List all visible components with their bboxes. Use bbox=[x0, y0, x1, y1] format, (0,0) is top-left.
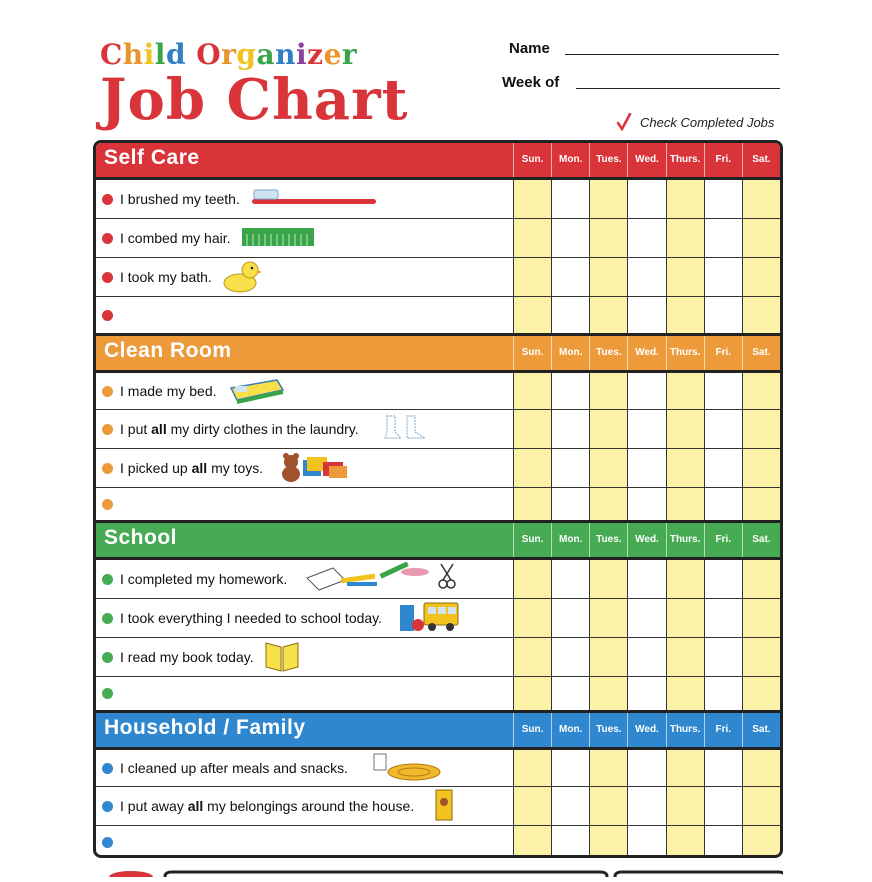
check-cell[interactable] bbox=[742, 599, 780, 637]
task-label: I made my bed. bbox=[120, 383, 217, 399]
task-row bbox=[96, 297, 780, 333]
day-mon: Mon. bbox=[551, 143, 589, 177]
task-row bbox=[96, 180, 780, 219]
check-cell[interactable] bbox=[589, 373, 627, 409]
check-cell[interactable] bbox=[666, 180, 704, 218]
check-cell[interactable] bbox=[551, 373, 589, 409]
check-cell[interactable] bbox=[704, 750, 742, 786]
bullet-dot bbox=[102, 424, 113, 435]
day-wed: Wed. bbox=[627, 523, 665, 557]
task-row bbox=[96, 560, 780, 599]
brand-letter: i bbox=[296, 38, 308, 71]
brand-letter: r bbox=[341, 38, 358, 71]
school-bus-icon bbox=[398, 601, 460, 636]
check-cell[interactable] bbox=[513, 677, 551, 710]
day-wed: Wed. bbox=[627, 143, 665, 177]
school-supplies-icon bbox=[303, 562, 459, 597]
day-thu: Thurs. bbox=[666, 336, 704, 370]
check-cell[interactable] bbox=[551, 488, 589, 520]
section-title: School bbox=[104, 526, 178, 549]
week-line bbox=[576, 88, 780, 89]
check-cell[interactable] bbox=[742, 560, 780, 598]
footer-strip bbox=[93, 864, 783, 872]
page-title: Job Chart bbox=[100, 67, 409, 133]
day-sat: Sat. bbox=[742, 143, 780, 177]
brand bbox=[100, 38, 409, 133]
brand-letter: O bbox=[196, 38, 222, 71]
check-cell[interactable] bbox=[589, 449, 627, 487]
bullet-dot bbox=[102, 386, 113, 397]
check-cell[interactable] bbox=[589, 826, 627, 858]
check-cell[interactable] bbox=[666, 599, 704, 637]
check-cell[interactable] bbox=[627, 297, 665, 333]
day-tue: Tues. bbox=[589, 143, 627, 177]
check-cell[interactable] bbox=[666, 750, 704, 786]
check-cell[interactable] bbox=[551, 410, 589, 448]
check-cell[interactable] bbox=[513, 560, 551, 598]
check-cell[interactable] bbox=[513, 787, 551, 825]
check-cell[interactable] bbox=[666, 449, 704, 487]
task-label-a: I put away bbox=[120, 798, 188, 814]
check-cell[interactable] bbox=[513, 258, 551, 296]
section-header-household bbox=[96, 713, 780, 750]
checkmark-icon bbox=[616, 113, 632, 131]
task-row bbox=[96, 599, 780, 638]
check-cell[interactable] bbox=[704, 787, 742, 825]
bullet-dot bbox=[102, 613, 113, 624]
brand-letter: h bbox=[122, 38, 144, 71]
day-sun: Sun. bbox=[513, 143, 551, 177]
check-cell[interactable] bbox=[666, 677, 704, 710]
check-cell[interactable] bbox=[551, 560, 589, 598]
day-sun: Sun. bbox=[513, 336, 551, 370]
check-cell[interactable] bbox=[627, 677, 665, 710]
task-row bbox=[96, 258, 780, 297]
check-legend bbox=[616, 113, 774, 131]
bullet-dot bbox=[102, 801, 113, 812]
task-label: I brushed my teeth. bbox=[120, 191, 240, 207]
bullet-dot bbox=[102, 310, 113, 321]
brand-letter: i bbox=[143, 38, 155, 71]
check-cell[interactable] bbox=[666, 410, 704, 448]
day-wed: Wed. bbox=[627, 713, 665, 747]
check-cell[interactable] bbox=[704, 638, 742, 676]
bed-icon bbox=[227, 376, 285, 407]
check-cell[interactable] bbox=[666, 560, 704, 598]
check-cell[interactable] bbox=[551, 826, 589, 858]
check-cell[interactable] bbox=[513, 826, 551, 858]
toothbrush-icon bbox=[250, 187, 378, 212]
check-cell[interactable] bbox=[589, 297, 627, 333]
check-cell[interactable] bbox=[589, 787, 627, 825]
check-cell[interactable] bbox=[551, 449, 589, 487]
bullet-dot bbox=[102, 233, 113, 244]
check-cell[interactable] bbox=[589, 258, 627, 296]
check-cell[interactable] bbox=[551, 297, 589, 333]
check-cell[interactable] bbox=[742, 750, 780, 786]
task-row bbox=[96, 826, 780, 858]
bullet-dot bbox=[102, 194, 113, 205]
check-legend-label: Check Completed Jobs bbox=[640, 114, 775, 130]
check-cell[interactable] bbox=[589, 599, 627, 637]
section-header-self-care bbox=[96, 143, 780, 180]
day-headers bbox=[513, 523, 780, 557]
check-cell[interactable] bbox=[627, 488, 665, 520]
task-label: I cleaned up after meals and snacks. bbox=[120, 760, 349, 776]
task-row bbox=[96, 677, 780, 710]
check-cell[interactable] bbox=[742, 410, 780, 448]
day-thu: Thurs. bbox=[666, 523, 704, 557]
check-cell[interactable] bbox=[704, 297, 742, 333]
check-cell[interactable] bbox=[589, 750, 627, 786]
check-cell[interactable] bbox=[551, 787, 589, 825]
check-cell[interactable] bbox=[513, 638, 551, 676]
task-row bbox=[96, 449, 780, 488]
check-cell[interactable] bbox=[704, 219, 742, 257]
check-cell[interactable] bbox=[513, 297, 551, 333]
check-cell[interactable] bbox=[589, 180, 627, 218]
day-tue: Tues. bbox=[589, 713, 627, 747]
check-cell[interactable] bbox=[627, 599, 665, 637]
check-cell[interactable] bbox=[627, 410, 665, 448]
task-emphasis: all bbox=[151, 421, 167, 437]
check-cell[interactable] bbox=[742, 258, 780, 296]
check-cell[interactable] bbox=[589, 219, 627, 257]
task-label: I took everything I needed to school today. bbox=[120, 610, 383, 626]
check-cell[interactable] bbox=[551, 638, 589, 676]
name-line bbox=[565, 54, 779, 55]
day-fri: Fri. bbox=[704, 336, 742, 370]
check-cell[interactable] bbox=[704, 410, 742, 448]
day-sat: Sat. bbox=[742, 713, 780, 747]
rubber-duck-icon bbox=[222, 259, 262, 296]
check-cell[interactable] bbox=[513, 410, 551, 448]
check-cell[interactable] bbox=[666, 488, 704, 520]
day-fri: Fri. bbox=[704, 523, 742, 557]
task-label: I read my book today. bbox=[120, 649, 254, 665]
task-row bbox=[96, 219, 780, 258]
task-label-a: I put bbox=[120, 421, 152, 437]
brand-letter: n bbox=[275, 38, 297, 71]
name-label: Name bbox=[509, 40, 550, 57]
task-row bbox=[96, 410, 780, 449]
check-cell[interactable] bbox=[513, 750, 551, 786]
check-cell[interactable] bbox=[742, 180, 780, 218]
check-cell[interactable] bbox=[704, 560, 742, 598]
task-emphasis: all bbox=[187, 798, 204, 814]
check-cell[interactable] bbox=[742, 787, 780, 825]
name-field[interactable] bbox=[509, 40, 550, 57]
check-cell[interactable] bbox=[666, 219, 704, 257]
footer-border-shapes bbox=[93, 869, 783, 877]
check-cell[interactable] bbox=[627, 750, 665, 786]
check-cell[interactable] bbox=[627, 449, 665, 487]
check-cell[interactable] bbox=[513, 449, 551, 487]
check-cell[interactable] bbox=[742, 373, 780, 409]
check-cell[interactable] bbox=[589, 677, 627, 710]
check-cell[interactable] bbox=[704, 488, 742, 520]
task-label-b: my dirty clothes in the laundry. bbox=[166, 421, 359, 437]
plate-and-cup-icon bbox=[370, 752, 442, 785]
day-mon: Mon. bbox=[551, 713, 589, 747]
section-title: Self Care bbox=[104, 146, 200, 169]
bullet-dot bbox=[102, 763, 113, 774]
task-label: I completed my homework. bbox=[120, 571, 288, 587]
job-chart bbox=[93, 140, 783, 858]
day-tue: Tues. bbox=[589, 523, 627, 557]
day-tue: Tues. bbox=[589, 336, 627, 370]
check-cell[interactable] bbox=[589, 560, 627, 598]
day-thu: Thurs. bbox=[666, 143, 704, 177]
check-cell[interactable] bbox=[627, 638, 665, 676]
task-row bbox=[96, 750, 780, 787]
check-cell[interactable] bbox=[551, 750, 589, 786]
section-header-school bbox=[96, 523, 780, 560]
day-headers bbox=[513, 336, 780, 370]
task-label-a: I picked up bbox=[120, 460, 192, 476]
check-cell[interactable] bbox=[666, 787, 704, 825]
task-row bbox=[96, 488, 780, 520]
check-cell[interactable] bbox=[666, 638, 704, 676]
brand-letter: z bbox=[307, 38, 324, 71]
check-cell[interactable] bbox=[704, 258, 742, 296]
check-cell[interactable] bbox=[704, 373, 742, 409]
brand-letter: a bbox=[256, 38, 276, 71]
brand-letter: r bbox=[221, 38, 237, 71]
day-sun: Sun. bbox=[513, 523, 551, 557]
check-cell[interactable] bbox=[742, 677, 780, 710]
brand-letter: C bbox=[100, 38, 123, 71]
bullet-dot bbox=[102, 652, 113, 663]
section-header-clean-room bbox=[96, 336, 780, 373]
check-cell[interactable] bbox=[742, 449, 780, 487]
day-headers bbox=[513, 713, 780, 747]
check-cell[interactable] bbox=[551, 599, 589, 637]
week-label: Week of bbox=[502, 74, 560, 91]
bullet-dot bbox=[102, 574, 113, 585]
check-cell[interactable] bbox=[551, 677, 589, 710]
brand-letter: l bbox=[154, 38, 166, 71]
bullet-dot bbox=[102, 688, 113, 699]
check-cell[interactable] bbox=[513, 180, 551, 218]
check-cell[interactable] bbox=[666, 297, 704, 333]
task-label-b: my toys. bbox=[207, 460, 264, 476]
task-label: I took my bath. bbox=[120, 269, 212, 285]
check-cell[interactable] bbox=[627, 787, 665, 825]
brand-letter: g bbox=[236, 38, 257, 71]
day-sat: Sat. bbox=[742, 523, 780, 557]
check-cell[interactable] bbox=[704, 449, 742, 487]
check-cell[interactable] bbox=[627, 826, 665, 858]
check-cell[interactable] bbox=[513, 373, 551, 409]
brand-letter: e bbox=[323, 38, 342, 71]
day-mon: Mon. bbox=[551, 523, 589, 557]
section-title: Clean Room bbox=[104, 339, 232, 362]
check-cell[interactable] bbox=[742, 219, 780, 257]
check-cell[interactable] bbox=[627, 258, 665, 296]
check-cell[interactable] bbox=[704, 180, 742, 218]
check-cell[interactable] bbox=[742, 488, 780, 520]
box-icon bbox=[434, 788, 454, 825]
brand-letter: d bbox=[165, 38, 187, 71]
task-label-b: my belongings around the house. bbox=[203, 798, 415, 814]
day-wed: Wed. bbox=[627, 336, 665, 370]
task-row bbox=[96, 638, 780, 677]
check-cell[interactable] bbox=[513, 488, 551, 520]
check-cell[interactable] bbox=[704, 599, 742, 637]
section-title: Household / Family bbox=[104, 716, 306, 739]
book-icon bbox=[264, 639, 300, 676]
day-fri: Fri. bbox=[704, 143, 742, 177]
toys-icon bbox=[277, 452, 351, 485]
task-label: I combed my hair. bbox=[120, 230, 231, 246]
bullet-dot bbox=[102, 272, 113, 283]
week-field[interactable] bbox=[502, 74, 559, 91]
task-row bbox=[96, 787, 780, 826]
check-cell[interactable] bbox=[627, 180, 665, 218]
check-cell[interactable] bbox=[589, 638, 627, 676]
check-cell[interactable] bbox=[742, 826, 780, 858]
socks-icon bbox=[379, 414, 431, 445]
bullet-dot bbox=[102, 837, 113, 848]
check-cell[interactable] bbox=[704, 677, 742, 710]
check-cell[interactable] bbox=[589, 488, 627, 520]
check-cell[interactable] bbox=[627, 560, 665, 598]
check-cell[interactable] bbox=[551, 258, 589, 296]
check-cell[interactable] bbox=[589, 410, 627, 448]
check-cell[interactable] bbox=[627, 373, 665, 409]
task-emphasis: all bbox=[191, 460, 208, 476]
day-fri: Fri. bbox=[704, 713, 742, 747]
check-cell[interactable] bbox=[551, 180, 589, 218]
check-cell[interactable] bbox=[742, 297, 780, 333]
check-cell[interactable] bbox=[704, 826, 742, 858]
check-cell[interactable] bbox=[513, 219, 551, 257]
day-mon: Mon. bbox=[551, 336, 589, 370]
check-cell[interactable] bbox=[627, 219, 665, 257]
day-sat: Sat. bbox=[742, 336, 780, 370]
check-cell[interactable] bbox=[666, 258, 704, 296]
check-cell[interactable] bbox=[666, 373, 704, 409]
day-thu: Thurs. bbox=[666, 713, 704, 747]
check-cell[interactable] bbox=[513, 599, 551, 637]
check-cell[interactable] bbox=[742, 638, 780, 676]
day-headers bbox=[513, 143, 780, 177]
check-cell[interactable] bbox=[551, 219, 589, 257]
bullet-dot bbox=[102, 463, 113, 474]
task-row bbox=[96, 373, 780, 410]
check-cell[interactable] bbox=[666, 826, 704, 858]
comb-icon bbox=[241, 226, 315, 251]
day-sun: Sun. bbox=[513, 713, 551, 747]
bullet-dot bbox=[102, 499, 113, 510]
